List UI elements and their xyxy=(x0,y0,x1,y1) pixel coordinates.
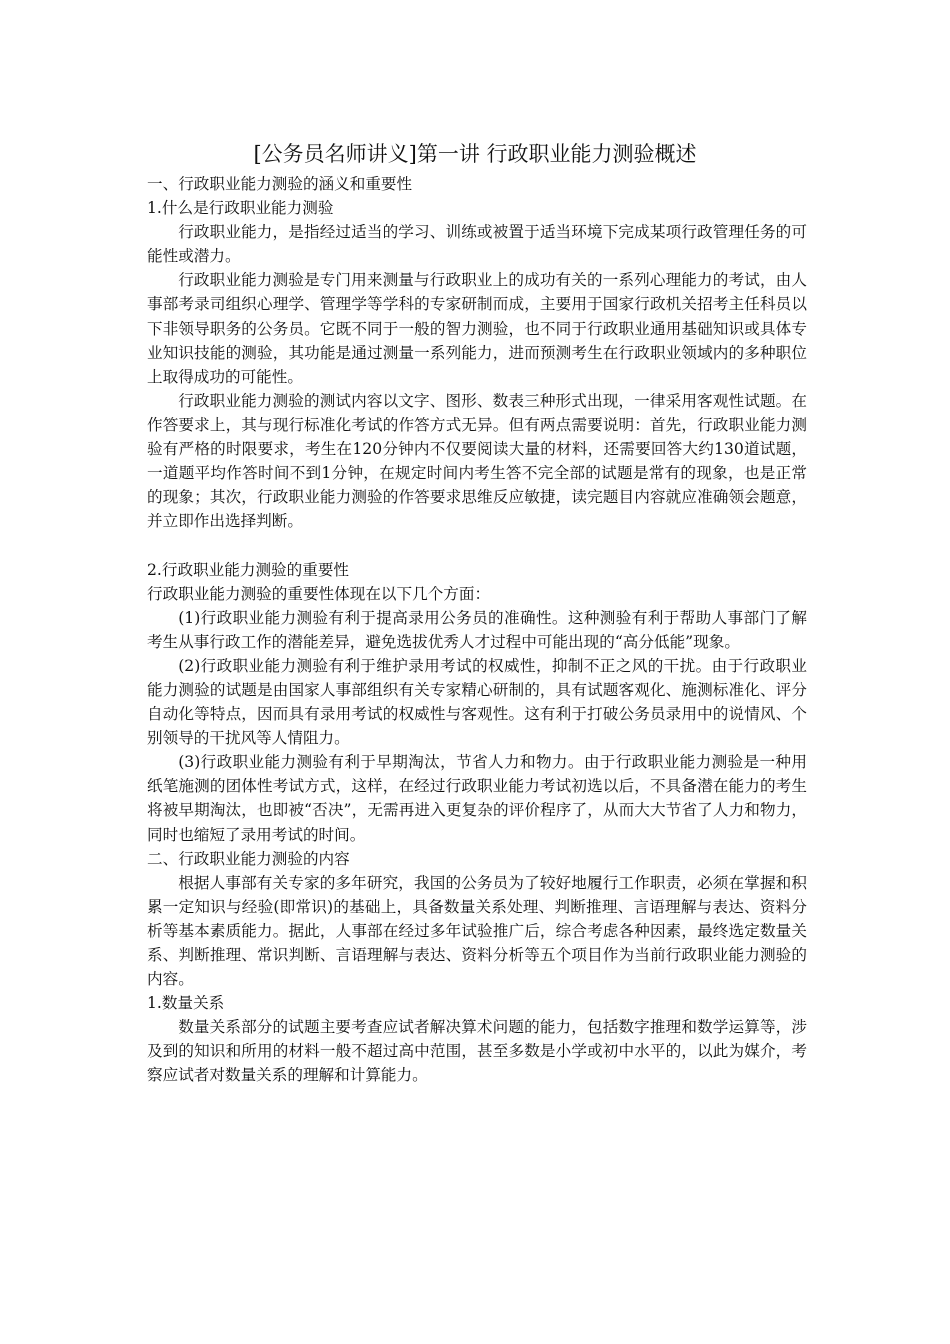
paragraph-quantitative: 数量关系部分的试题主要考查应试者解决算术问题的能力，包括数字推理和数学运算等，涉及到的知识和所用的材料一般不超过高中范围，甚至多数是小学或初中水平的，以此为媒介，考察应试者对数量关系的理解和计算能力。 xyxy=(147,1018,807,1085)
paragraph-test-description: 行政职业能力测验是专门用来测量与行政职业上的成功有关的一系列心理能力的考试，由人事部考录司组织心理学、管理学等学科的专家研制而成，主要用于国家行政机关招考主任科员以下非领导职务的公务员。它既不同于一般的智力测验，也不同于行政职业通用基础知识或具体专业知识技能的测验，其功能是通过测量一系列能力，进而预测考生在行政职业领域内的多种职位上取得成功的可能性。 xyxy=(147,271,807,386)
section-heading-1: 一、行政职业能力测验的涵义和重要性 xyxy=(147,175,413,193)
paragraph-test-content: 行政职业能力测验的测试内容以文字、图形、数表三种形式出现，一律采用客观性试题。在作答要求上，其与现行标准化考试的作答方式无异。但有两点需要说明：首先，行政职业能力测验有严格的时限要求，考生在120分钟内不仅要阅读大量的材料，还需要回答大约130道试题，一道题平均作答时间不到1分钟，在规定时间内考生答不完全部的试题是常有的现象，也是正常的现象；其次，行政职业能力测验的作答要求思维反应敏捷，读完题目内容就应准确领会题意，并立即作出选择判断。 xyxy=(147,391,807,531)
paragraph-test-items: 根据人事部有关专家的多年研究，我国的公务员为了较好地履行工作职责，必须在掌握和积累一定知识与经验(即常识)的基础上，具备数量关系处理、判断推理、言语理解与表达、资料分析等基本素质能力。据此，人事部在经过多年试验推广后，综合考虑各种因素，最终选定数量关系、判断推理、常识判断、言语理解与表达、资料分析等五个项目作为当前行政职业能力测验的内容。 xyxy=(147,873,807,989)
subsection-heading-1-1: 1.什么是行政职业能力测验 xyxy=(147,199,334,218)
paragraph-spacer xyxy=(147,533,807,557)
subsection-heading-2-1: 1.数量关系 xyxy=(147,994,225,1013)
importance-point-2: (2)行政职业能力测验有利于维护录用考试的权威性，抑制不正之风的干扰。由于行政职业能力测验的试题是由国家人事部组织有关专家精心研制的，具有试题客观化、施测标准化、评分自动化等特点，因而具有录用考试的权威性与客观性。这有利于打破公务员录用中的说情风、个别领导的干扰风等人情阻力。 xyxy=(147,656,807,748)
document-body xyxy=(147,172,807,1088)
paragraph-importance-intro: 行政职业能力测验的重要性体现在以下几个方面： xyxy=(147,584,491,603)
subsection-heading-1-2: 2.行政职业能力测验的重要性 xyxy=(147,560,350,579)
page-title: [公务员名师讲义]第一讲 行政职业能力测验概述 xyxy=(253,142,697,166)
importance-point-1: (1)行政职业能力测验有利于提高录用公务员的准确性。这种测验有利于帮助人事部门了解考生从事行政工作的潜能差异，避免选拔优秀人才过程中可能出现的“高分低能”现象。 xyxy=(147,608,807,651)
paragraph-definition: 行政职业能力，是指经过适当的学习、训练或被置于适当环境下完成某项行政管理任务的可能性或潜力。 xyxy=(147,223,807,266)
importance-point-3: (3)行政职业能力测验有利于早期淘汰，节省人力和物力。由于行政职业能力测验是一种用纸笔施测的团体性考试方式，这样，在经过行政职业能力考试初选以后，不具备潜在能力的考生将被早期淘汰，也即被“否决”，无需再进入更复杂的评价程序了，从而大大节省了人力和物力，同时也缩短了录用考试的时间。 xyxy=(147,753,807,844)
section-heading-2: 二、行政职业能力测验的内容 xyxy=(147,849,350,868)
